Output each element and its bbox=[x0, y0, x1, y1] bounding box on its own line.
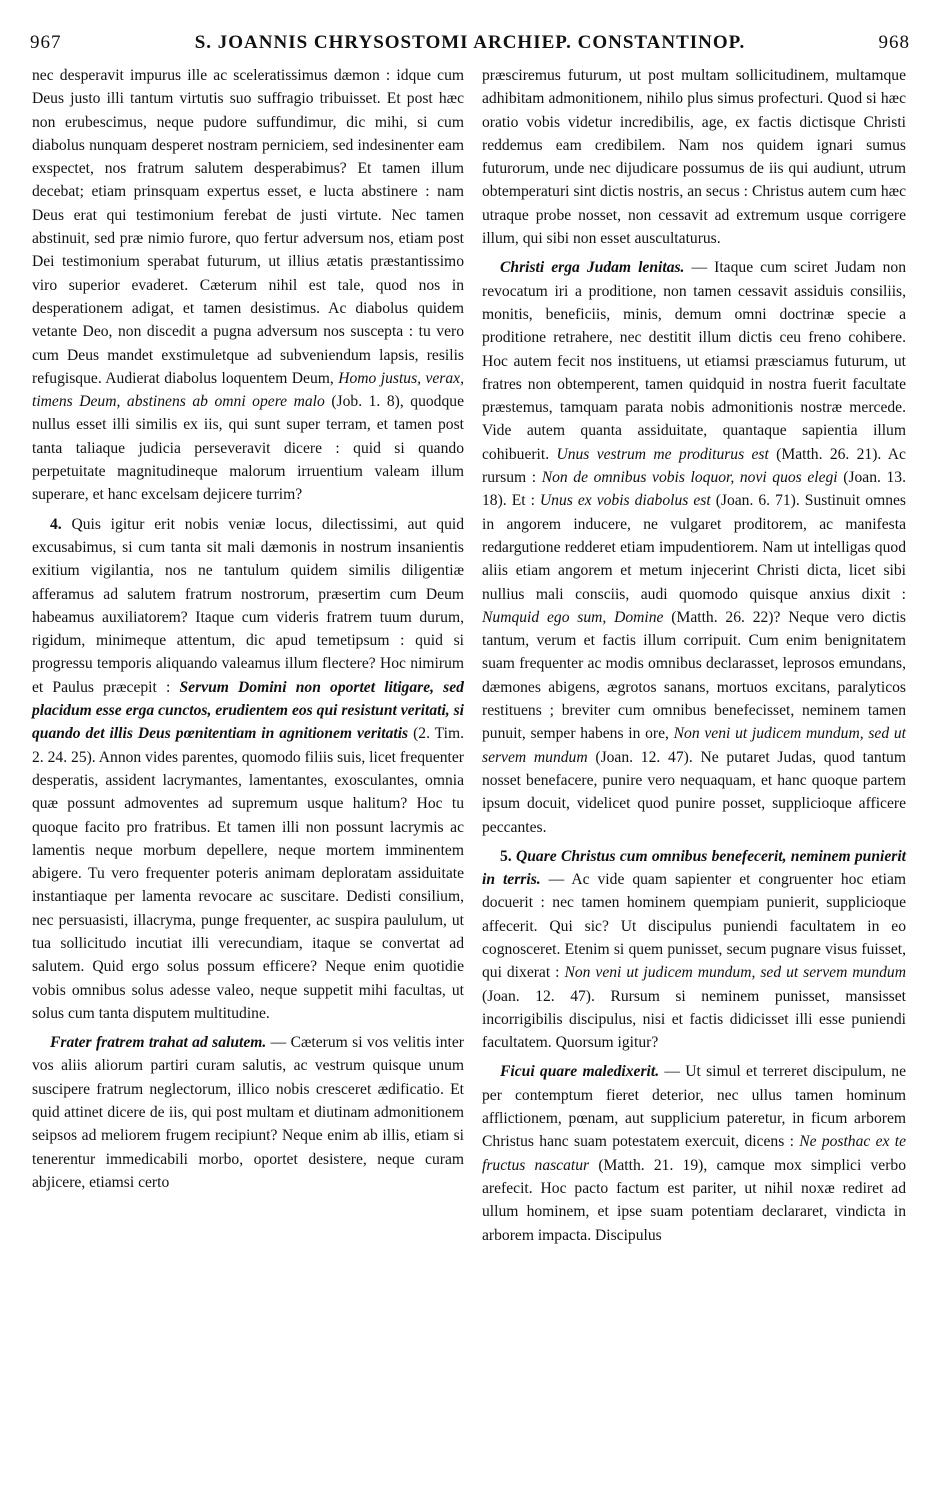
page-number-left: 967 bbox=[30, 32, 62, 53]
scripture-reference: (Joan. 6. 71). bbox=[715, 492, 800, 510]
paragraph-text: Et : bbox=[511, 492, 535, 510]
scripture-quote: Unus ex vobis diabolus est bbox=[539, 492, 711, 510]
scripture-reference: (2. Tim. 2. 24. 25). bbox=[32, 725, 464, 766]
scripture-reference: (Joan. 12. 47). bbox=[595, 748, 693, 766]
paragraph bbox=[482, 256, 906, 838]
scripture-quote: Non de omnibus vobis loquor, novi quos elegi bbox=[541, 469, 838, 487]
paragraph-text: — Cæterum si vos velitis inter vos aliis aliorum partiri curam salutis, ac vestrum quisque unum suscipere fratrum neglectorum, illico nobis cresceret ædificatio. Et quid attinet dicere de iis, qui post multam et diutinam admonitionem seipsos ad meliorem frugem recipiunt? Neque enim ab illis, etiam si tenerentur immedicabili morbo, oportet desistere, neque curam abjicere, etiamsi certo bbox=[32, 1034, 465, 1191]
scripture-reference: (Matth. 26. 22)? bbox=[671, 608, 781, 626]
scripture-reference: (Joan. 13. 18). bbox=[482, 469, 907, 510]
scripture-quote: Homo justus, verax, timens Deum, abstinens ab omni opere malo bbox=[32, 369, 464, 411]
scripture-quote: Servum Domini non oportet litigare, sed placidum esse erga cunctos, erudientem eos qui resistunt veritati, si quando det illis Deus pœnitentiam in agnitionem veritatis bbox=[32, 678, 464, 743]
section-5 bbox=[482, 845, 906, 1055]
paragraph-text: — Ac vide quam sapienter et congruenter hoc etiam docuerit : nec tamen hominem quempiam punierit, supplicioque affecerit. Qui sic? Ut discipulus puniendi facultatem in eo cognosceret. Etenim si quem punisset, secum pugnare visus fuisset, qui dixerat : bbox=[482, 871, 906, 982]
paragraph-text: præsciremus futurum, ut post multam sollicitudinem, multamque adhibitam admonitionem, nihilo plus simus profecturi. Quod si hæc oratio vobis videtur incredibilis, age, ex factis dictisque Christi reddemus eam credibilem. Nam nos quidem ignari sumus futurorum, unde nec dijudicare possumus de iis qui audiunt, utrum obtemperaturi sint dictis nostris, an secus : Christus autem cum hæc utraque probe nosset, non cessavit ad extremum usque corrigere illum, qui sibi non esset auscultaturus. bbox=[482, 67, 906, 248]
paragraph-text: nec desperavit impurus ille ac sceleratissimus dæmon : idque cum Deus justo illi tantum virtutis suo suffragio tribuisset. Et post hæc non erubescimus, neque pudore suffundimur, dic mihi, si cum diabolus nunquam desperet nostram perniciem, sed indesinenter eam exspectet, nos fratrum salutem desperabimus? Et tamen illum decebat; etiam prinsquam expertus esset, e lucta abstinere : nam Deus erat qui testimonium ferebat de justi virtute. Nec tamen abstinuit, sed præ nimio furore, quo fertur adversum nos, etiam post Dei testimonium sperabat futurum, ut illius ætatis præstantissimo viro superior evaderet. Cæterum nihil est tale, quod nos in desperationem adigat, et tamen desistimus. Ac diabolus quidem vetante Deo, non discedit a pugna adversum nos suscepta : tu vero cum Deus mandet exstimuletque ad subveniendum lapsis, resilis refugisque. Audierat diabolus loquentem Deum, bbox=[32, 67, 464, 387]
paragraph-text: , quodque nullus esset illi similis ex iis, qui sunt super terram, et tamen post tanta taliaque judicia perseveravit dicere : quid si quando perpetuitate magnitudineque malorum irruentium valeam illum superare, et hanc excelsam dejicere turrim? bbox=[32, 393, 464, 504]
scripture-quote: Non veni ut judicem mundum, sed ut servem mundum bbox=[482, 725, 906, 766]
scripture-reference: (Matth. 21. 19), bbox=[598, 1156, 708, 1174]
running-header bbox=[30, 28, 910, 58]
paragraph-text: camque mox simplici verbo arefecit. Hoc pacto factum est pariter, ut nihil noxæ rediret ad ullum hominem, et ipse suam potentiam declararet, vindicta in arborem impacta. Discipulus bbox=[482, 1156, 906, 1244]
section-heading: Ficui quare maledixerit. bbox=[500, 1063, 660, 1081]
right-column bbox=[482, 64, 906, 1253]
paragraph bbox=[32, 64, 464, 507]
paragraph bbox=[482, 64, 906, 250]
page-number-right: 968 bbox=[878, 32, 910, 53]
section-number: 4. bbox=[50, 515, 62, 533]
paragraph-text: Ne putaret Judas, quod tantum nosset benefacere, punire vero nequaquam, et hanc quoque partem ipsum docuit, videlicet quod punire posset, supplicioque afficere peccantes. bbox=[482, 748, 906, 836]
paragraph-text: Ac rursum : bbox=[482, 445, 906, 487]
paragraph-text: Annon vides parentes, quomodo filiis suis, licet frequenter desperatis, assident lacrymantes, lamentantes, exosculantes, omnia quæ possunt admoventes ad supremum usque halitum? Hoc tu quoque facito pro fratribus. Et tamen illi non possunt lacrymis ac lamentis neque morbum depellere, neque mortem imminentem abigere. Tu vero frequenter poteris animam deploratam assiduitate instantiaque per lamenta revocare ac suscitare. Dedisti consilium, nec persuasisti, illacryma, punge frequenter, ac suspira paululum, ut tua sollicitudo incutiat illi verecundiam, itaque se convertat ad salutem. Quid ergo solus possum efficere? Neque enim quotidie vobis omnibus solus adesse valeo, neque suppetit mihi facultas, ut solus cum tanta disputem multitudine. bbox=[32, 748, 464, 1022]
scripture-quote: Numquid ego sum, Domine bbox=[482, 608, 664, 626]
section-4 bbox=[32, 513, 464, 1026]
scripture-reference: (Joan. 12. 47). bbox=[482, 987, 595, 1005]
scripture-quote: Unus vestrum me proditurus est bbox=[556, 445, 769, 463]
scripture-reference: (Matth. 26. 21). bbox=[776, 445, 882, 463]
running-title: S. JOANNIS CHRYSOSTOMI ARCHIEP. CONSTANTINOP. bbox=[194, 32, 746, 53]
paragraph-text: — Ut simul et terreret discipulum, ne per contemptum fieret deterior, nec ullus tamen hominum afflictionem, pœnam, aut supplicium pateretur, in ficum arborem Christus hanc suam potestatem exercuit, dicens : bbox=[482, 1063, 906, 1151]
section-heading: Christi erga Judam lenitas. bbox=[500, 259, 685, 277]
section-heading: Frater fratrem trahat ad salutem. bbox=[50, 1034, 267, 1052]
section-number: 5. bbox=[500, 847, 512, 865]
left-column bbox=[32, 64, 464, 1200]
section-heading: Quare Christus cum omnibus benefecerit, neminem punierit in terris. bbox=[482, 847, 906, 889]
scripture-quote: Ne posthac ex te fructus nascatur bbox=[482, 1133, 906, 1174]
paragraph-text: — Itaque cum sciret Judam non revocatum iri a proditione, non tamen cessavit assiduis consiliis, monitis, beneficiis, minis, demum omni doctrinæ specie a proditione retrahere, nec destitit illum dictis ceu freno cohibere. Hoc autem fecit nos instituens, ut etiamsi præsciamus futurum, ut fratres non obtemperent, tamen quidquid in nostra fuerit facultate præstemus, tamquam parata nobis admonitionis nostræ mercede. Vide autem quanta assiduitate, quantaque sapientia illum cohibuerit. bbox=[482, 259, 906, 463]
paragraph-text: Rursum si neminem punisset, mansisset incorrigibilis discipulus, nisi et factis didicisset illi esse puniendi facultatem. Quorsum igitur? bbox=[482, 987, 906, 1052]
scripture-reference: (Job. 1. 8) bbox=[331, 393, 400, 411]
paragraph bbox=[482, 1060, 906, 1246]
paragraph-text: Sustinuit omnes in angorem inducere, ne vulgaret proditorem, ac manifesta redargutione redderet etiam impudentiorem. Nam ut intelligas quod aliis etiam angorem et metum injecerint Christi dicta, licet sibi nullius mali consciis, audi quomodo quisque anxius dixit : bbox=[482, 492, 906, 603]
paragraph-text: Quis igitur erit nobis veniæ locus, dilectissimi, aut quid excusabimus, si cum tanta sit mali dæmonis in nostrum insanientis exitium vigilantia, nos ne tantulum quidem similis diligentiæ afferamus ad salutem fratrum nostrorum, præsertim cum Deum habeamus auxiliatorem? Itaque cum videris fratrem tuum durum, rigidum, minimeque attentum, dic apud temetipsum : quid si progressu temporis aliquando valeamus illum flectere? Hoc nimirum et Paulus præcepit : bbox=[32, 515, 464, 696]
paragraph-text: Neque vero dictis tantum, verum et factis illum corripuit. Cum enim benignitatem suam frequenter ac modis omnibus declarasset, leprosos emundans, dæmones abigens, ægrotos sanans, mortuos excitans, paralyticos restituens ; breviter cum omnibus benefecisset, neminem tamen punuit, semper habens in ore, bbox=[482, 608, 906, 743]
scripture-quote: Non veni ut judicem mundum, sed ut servem mundum bbox=[564, 964, 906, 982]
paragraph bbox=[32, 1031, 464, 1194]
